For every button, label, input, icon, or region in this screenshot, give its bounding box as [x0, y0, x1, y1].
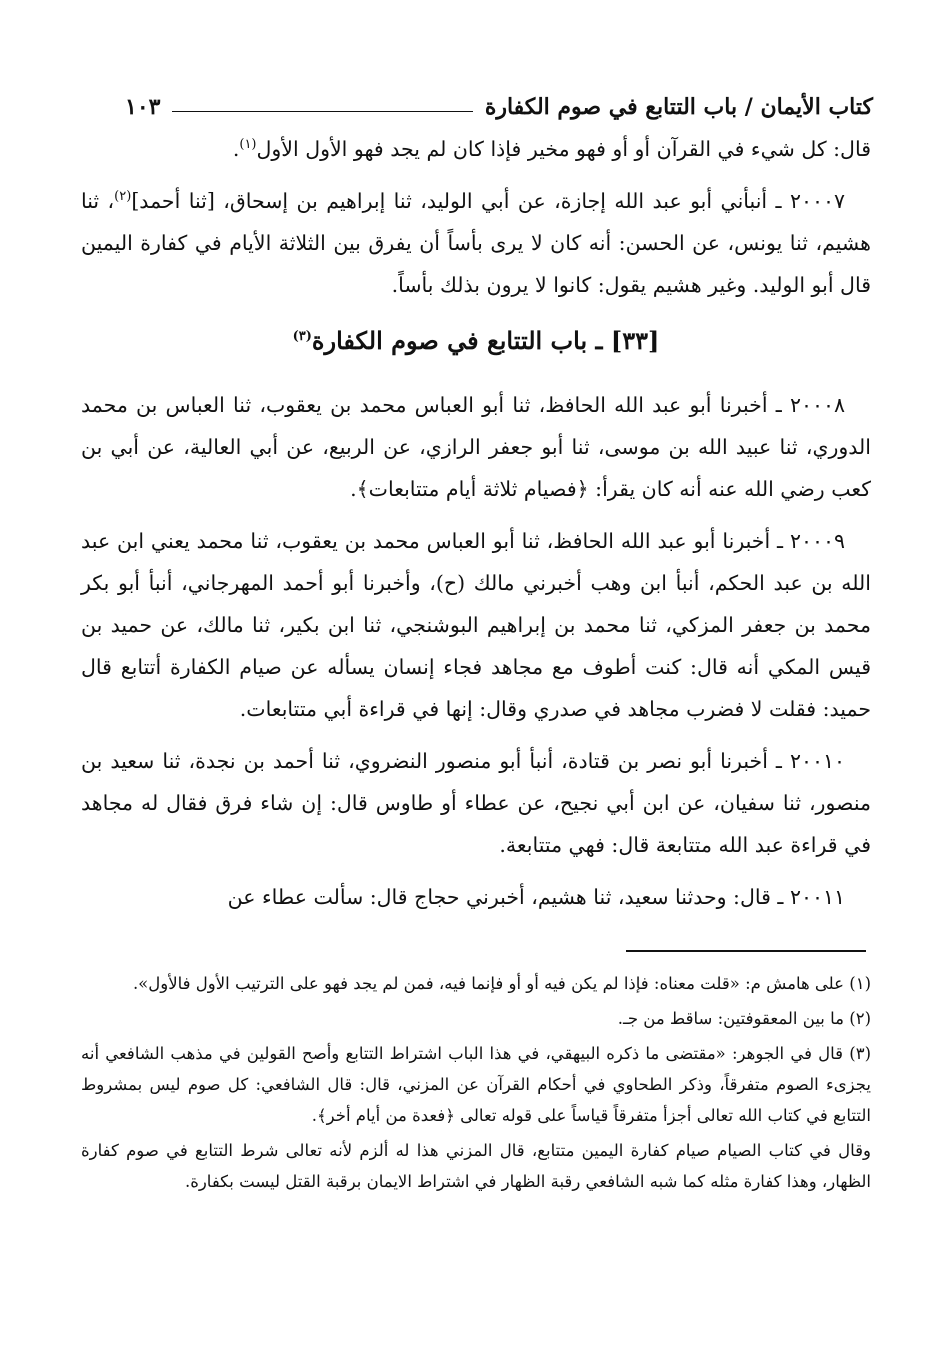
hadith-20011: ٢٠٠١١ ـ قال: وحدثنا سعيد، ثنا هشيم، أخبرني حجاج قال: سألت عطاء عن [227, 885, 845, 909]
paragraph-opening [81, 128, 871, 170]
footnotes [81, 968, 871, 1201]
footnote-ref: (٣) [292, 329, 312, 344]
footnote-ref: (٢) [114, 189, 132, 205]
paragraph-text: قال: كل شيء في القرآن أو أو فهو مخير فإذا كان لم يجد فهو الأول الأول [256, 137, 871, 161]
hadith-20007 [81, 180, 871, 306]
paragraph-text: ٢٠٠٠٧ ـ أنبأني أبو عبد الله إجازة، عن أبي الوليد، ثنا إبراهيم بن إسحاق، [ثنا أحمد] [131, 189, 845, 213]
section-title-text: [٣٣] ـ باب التتابع في صوم الكفارة [311, 326, 660, 355]
hadith-20010: ٢٠٠١٠ ـ أخبرنا أبو نصر بن قتادة، أنبأ أبو منصور النضروي، ثنا أحمد بن نجدة، ثنا سعيد بن منصور، ثنا سفيان، عن ابن أبي نجيح، عن عطاء أو طاوس قال: إن شاء فرق فقال له مجاهد في قراءة عبد الله متتابعة قال: فهي متتابعة. [81, 749, 871, 857]
footnote-ref: (١) [239, 137, 257, 153]
footnote-3: (٣) قال في الجوهر: «مقتضى ما ذكره البيهقي، في هذا الباب اشتراط التتابع وأصح القولين في مذهب الشافعي أنه يجزىء الصوم متفرقاً، وذكر الطحاوي في أحكام القرآن عن المزني، قال: قال الشافعي: كل صوم ليس بمشروط التتابع في كتاب الله تعالى أجزأ متفرقاً قياساً على قوله تعالى ﴿فعدة من أيام أخر﴾. [81, 1044, 871, 1125]
header-rule [172, 111, 472, 112]
footnote-separator [626, 950, 866, 952]
footnote-1: (١) على هامش م: «قلت معناه: فإذا لم يكن فيه أو أو فإنما فيه، فمن لم يجد فهو على الترتيب الأول فالأول». [132, 974, 871, 993]
section-title [81, 316, 871, 366]
main-text [81, 128, 871, 928]
paragraph-end: . [232, 137, 240, 161]
page-header [125, 80, 873, 120]
page-number: ١٠٣ [125, 94, 161, 120]
hadith-20008: ٢٠٠٠٨ ـ أخبرنا أبو عبد الله الحافظ، ثنا أبو العباس محمد بن يعقوب، ثنا العباس بن محمد الدوري، ثنا عبيد الله بن موسى، ثنا أبو جعفر الرازي، عن الربيع، عن أبي العالية، عن أبي بن كعب رضي الله عنه أنه كان يقرأ: ﴿فصيام ثلاثة أيام متتابعات﴾. [81, 393, 871, 501]
paragraph-text-cont: ، ثنا هشيم، ثنا يونس، عن الحسن: أنه كان لا يرى بأساً أن يفرق بين الثلاثة الأيام في كفارة اليمين قال أبو الوليد. وغير هشيم يقول: كانوا لا يرون بذلك بأساً. [81, 189, 871, 297]
footnote-2: (٢) ما بين المعقوفتين: ساقط من جـ. [617, 1009, 871, 1028]
footnote-3-continued: وقال في كتاب الصيام صيام كفارة اليمين متتابع، قال المزني هذا له ألزم لأنه تعالى شرط التتابع في صوم كفارة الظهار، وهذا كفارة مثله كما شبه الشافعي رقبة الظهار في اشتراط الايمان برقبة القتل ليست بكفارة. [81, 1141, 871, 1191]
hadith-20009: ٢٠٠٠٩ ـ أخبرنا أبو عبد الله الحافظ، ثنا أبو العباس محمد بن يعقوب، ثنا محمد يعني ابن عبد الله بن عبد الحكم، أنبأ ابن وهب أخبرني مالك (ح)، وأخبرنا أبو أحمد المهرجاني، أنبأ أبو بكر محمد بن جعفر المزكي، ثنا محمد بن إبراهيم البوشنجي، ثنا ابن بكير، ثنا مالك، عن حميد بن قيس المكي أنه قال: كنت أطوف مع مجاهد فجاء إنسان يسأله عن صيام الكفارة أتتابع قال حميد: فقلت لا فضرب مجاهد في صدري وقال: إنها في قراءة أبي متتابعات. [81, 529, 871, 721]
running-title: كتاب الأيمان / باب التتابع في صوم الكفارة [484, 94, 873, 120]
